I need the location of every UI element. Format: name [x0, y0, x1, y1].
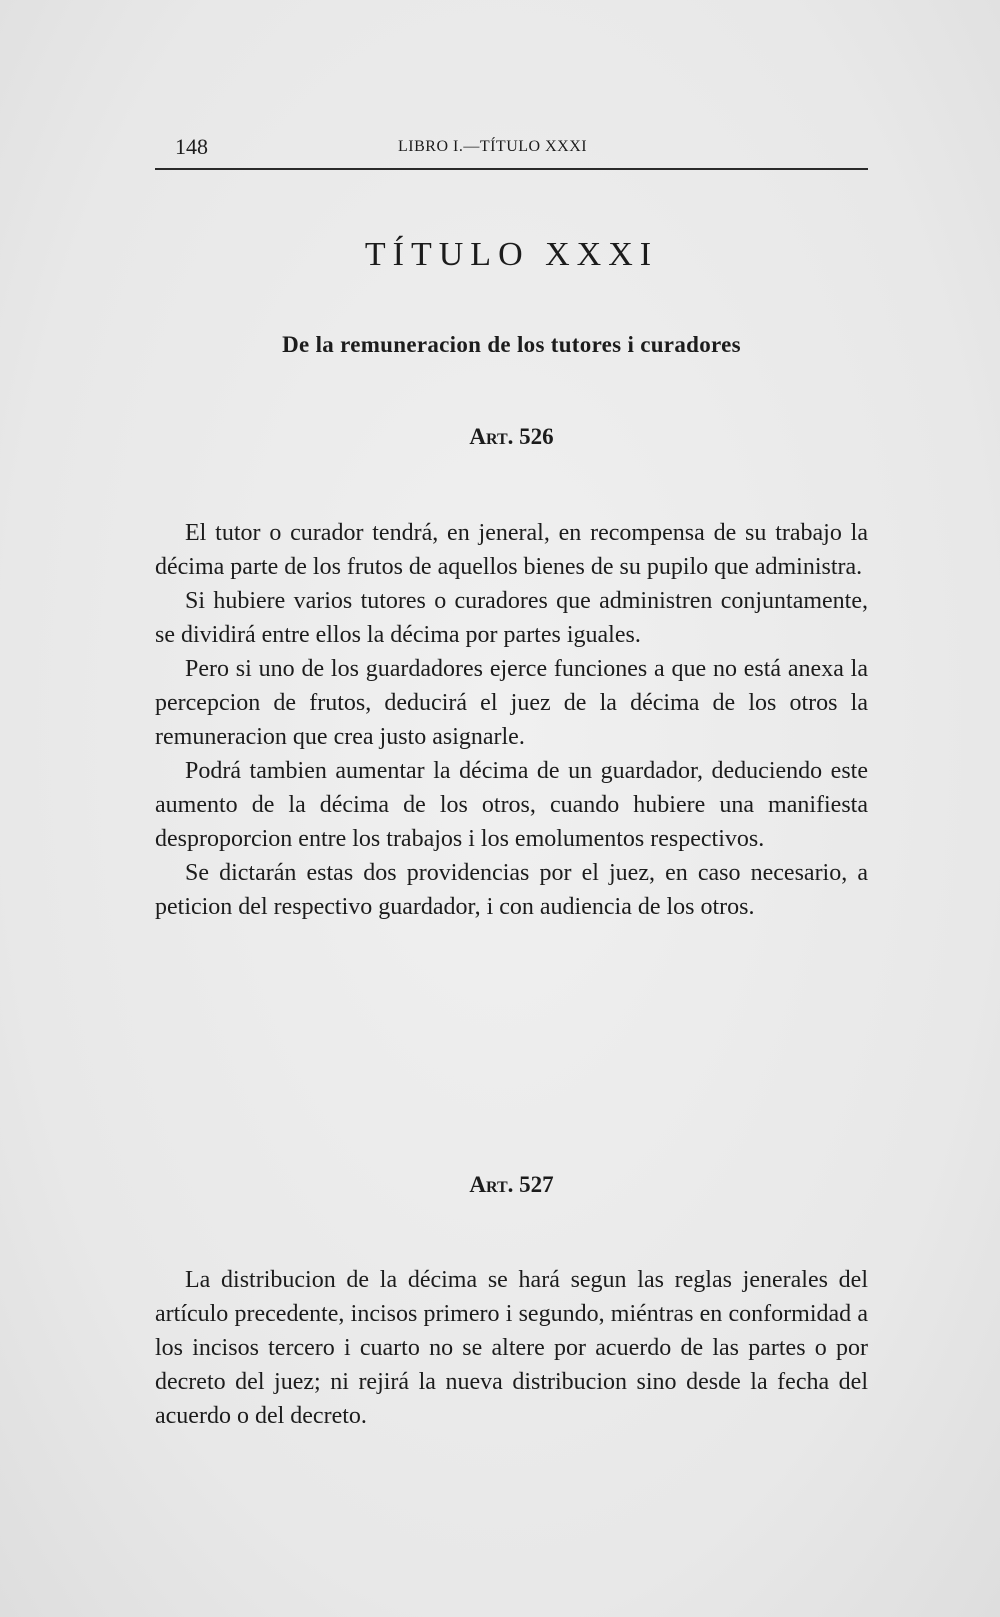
article-paragraph: Se dictarán estas dos providencias por el juez, en caso necesario, a peticion del respectivo guardador, i con audiencia de los otros. — [155, 860, 868, 920]
article-paragraph: El tutor o curador tendrá, en jeneral, en recompensa de su trabajo la décima parte de los frutos de aquellos bienes de su pupilo que administra. — [155, 520, 868, 580]
article-heading-527 — [155, 1172, 868, 1198]
article-paragraph: Pero si uno de los guardadores ejerce funciones a que no está anexa la percepcion de frutos, deducirá el juez de la décima de los otros la remuneracion que crea justo asignarle. — [155, 656, 868, 750]
title-heading: TÍTULO XXXI — [364, 236, 659, 273]
article-paragraph: Podrá tambien aumentar la décima de un guardador, deduciendo este aumento de la décima de los otros, cuando hubiere una manifiesta desproporcion entre los trabajos i los emolumentos respectivos. — [155, 758, 868, 852]
article-paragraph: La distribucion de la décima se hará segun las reglas jenerales del artículo precedente, incisos primero i segundo, miéntras en conformidad a los incisos tercero i cuarto no se altere por acuerdo de las partes o por decreto del juez; ni rejirá la nueva distribucion sino desde la fecha del acuerdo o del decreto. — [155, 1267, 868, 1429]
article-527-body — [155, 1263, 868, 1433]
article-label: Art. — [469, 1172, 514, 1197]
article-label: Art. — [469, 424, 514, 449]
running-head — [155, 130, 868, 170]
subtitle: De la remuneracion de los tutores i curadores — [282, 332, 741, 357]
article-paragraph: Si hubiere varios tutores o curadores que administren conjuntamente, se dividirá entre ellos la décima por partes iguales. — [155, 588, 868, 648]
article-number: 527 — [519, 1172, 554, 1197]
page-number: 148 — [175, 134, 208, 159]
running-title: LIBRO I.—TÍTULO XXXI — [398, 138, 588, 155]
article-heading-526 — [155, 424, 868, 450]
article-526-body — [155, 516, 868, 924]
article-number: 526 — [519, 424, 554, 449]
